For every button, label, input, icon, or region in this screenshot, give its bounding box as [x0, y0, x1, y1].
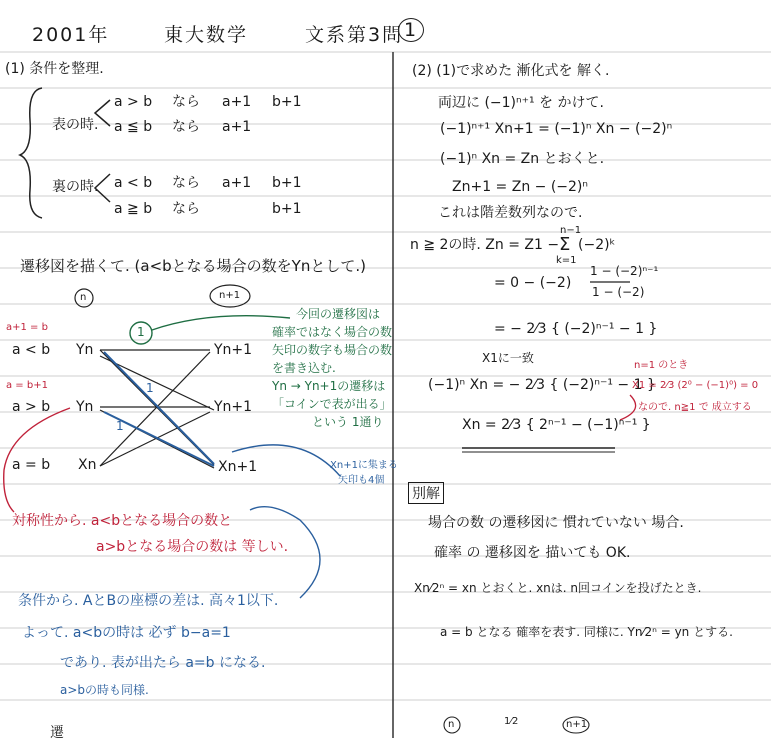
- alt-title: 別解: [408, 482, 444, 504]
- row-label-eq: a = b: [12, 457, 51, 473]
- red-side-2: X1 = 2⁄3 (2⁰ − (−1)⁰) = 0: [632, 380, 759, 391]
- step2-title: (2) (1)で求めた 漸化式を 解く.: [412, 63, 610, 79]
- sum-sigma: Σ: [559, 234, 571, 255]
- edge-weight-2: 1: [146, 381, 154, 395]
- blue-para-1: 条件から. AとBの座標の差は. 高々1以下.: [18, 593, 279, 609]
- blue-note-1: Xn+1に集まる: [330, 460, 398, 471]
- edge-weight-3: 1: [116, 419, 124, 433]
- green-note-4: を書き込む.: [272, 361, 336, 375]
- frac-den: 1 − (−2): [592, 285, 645, 299]
- eq-res1: = − 2⁄3 { (−2)ⁿ⁻¹ − 1 }: [494, 321, 658, 337]
- bottom-node-n: n: [448, 719, 455, 730]
- frac-num: 1 − (−2)ⁿ⁻¹: [590, 264, 659, 278]
- right-var-3: Xn+1: [218, 459, 258, 475]
- eq-line-3: (−1)ⁿ Xn = Zn とおくと.: [440, 151, 605, 167]
- step1-title: (1) 条件を整理.: [5, 61, 104, 77]
- eq-line-2: (−1)ⁿ⁺¹ Xn+1 = (−1)ⁿ Xn − (−2)ⁿ: [440, 121, 673, 137]
- green-note-7: という 1通り: [312, 415, 384, 429]
- sum-top: n−1: [560, 225, 582, 236]
- row-label-gt: a > b: [12, 399, 51, 415]
- case-row-2-cond: a ≦ b: [114, 119, 153, 135]
- case-head-tails: 裏の時.: [52, 179, 99, 195]
- case-head-heads: 表の時.: [52, 117, 99, 133]
- case-row-2-a: a+1: [222, 119, 252, 135]
- blue-para-4: a>bの時も同様.: [60, 683, 149, 697]
- eq-line-4: Zn+1 = Zn − (−2)ⁿ: [452, 179, 588, 195]
- green-note-2: 確率ではなく場合の数: [272, 325, 393, 339]
- eq-final: Xn = 2⁄3 { 2ⁿ⁻¹ − (−1)ⁿ⁻¹ }: [462, 417, 651, 433]
- eq-line-5: これは階差数列なので.: [438, 205, 583, 221]
- case-row-4-cond: a ≧ b: [114, 201, 153, 217]
- bottom-node-n1: n+1: [566, 719, 588, 730]
- header-part: 1: [398, 18, 424, 42]
- frac-line-prefix: = 0 − (−2): [494, 275, 572, 291]
- red-note-2: a>bとなる場合の数は 等しい.: [96, 539, 289, 555]
- case-row-1-word: なら: [172, 94, 200, 110]
- row-note-1: a+1 = b: [6, 322, 48, 333]
- case-row-3-b: b+1: [272, 175, 302, 191]
- case-row-3-cond: a < b: [114, 175, 153, 191]
- alt-line-3: Xn⁄2ⁿ = xn とおくと. xnは. n回コインを投げたとき.: [414, 581, 702, 595]
- left-var-3: Xn: [78, 457, 97, 473]
- xn1-note: X1に一致: [482, 351, 534, 365]
- header-problem: 文系第3問: [305, 24, 404, 46]
- blue-note-2: 矢印も4個: [338, 475, 385, 486]
- diagram-intro: 遷移図を描くて. (a<bとなる場合の数をYnとして.): [20, 257, 366, 275]
- case-row-2-word: なら: [172, 119, 200, 135]
- green-note-1: 今回の遷移図は: [296, 307, 381, 321]
- left-var-2: Yn: [76, 399, 94, 415]
- header-year: 2001年: [32, 24, 110, 46]
- case-brace: [20, 88, 42, 218]
- case-row-4-word: なら: [172, 201, 200, 217]
- red-side-3: なので. n≧1 で 成立する: [638, 402, 752, 413]
- sum-bottom: k=1: [556, 255, 577, 266]
- red-side-1: n=1 のとき: [634, 360, 689, 371]
- edge-weight-circled: 1: [137, 325, 145, 339]
- red-note-1: 対称性から. a<bとなる場合の数と: [12, 513, 233, 529]
- green-note-3: 矢印の数字も場合の数: [272, 343, 393, 357]
- bottom-node-half: 1⁄2: [504, 716, 519, 727]
- case-row-1-a: a+1: [222, 94, 252, 110]
- alt-line-2: 確率 の 遷移図を 描いても OK.: [434, 545, 631, 561]
- green-pointer: [152, 316, 290, 330]
- case-row-1-cond: a > b: [114, 94, 153, 110]
- green-note-5: Yn → Yn+1の遷移は: [272, 379, 386, 393]
- right-var-2: Yn+1: [214, 399, 253, 415]
- case-row-4-b: b+1: [272, 201, 302, 217]
- eq-res2: (−1)ⁿ Xn = − 2⁄3 { (−2)ⁿ⁻¹ − 1 }: [428, 377, 656, 393]
- green-note-6: 「コインで表が出る」: [272, 397, 392, 411]
- sum-term: (−2)ᵏ: [578, 237, 616, 253]
- left-var-1: Yn: [76, 342, 94, 358]
- eq-line-1: 両辺に (−1)ⁿ⁺¹ を かけて.: [438, 95, 604, 111]
- row-note-2: a = b+1: [6, 380, 48, 391]
- transition-edges: [100, 350, 214, 468]
- blue-para-2: よって. a<bの時は 必ず b−a=1: [22, 625, 231, 641]
- alt-line-4: a = b となる 確率を表す. 同様に. Yn⁄2ⁿ = yn とする.: [440, 625, 733, 639]
- node-n-label: n: [80, 292, 87, 303]
- sum-lhs: n ≧ 2の時. Zn = Z1 −: [410, 237, 560, 253]
- header-school: 東大数学: [164, 24, 249, 46]
- case-row-1-b: b+1: [272, 94, 302, 110]
- row-label-lt: a < b: [12, 342, 51, 358]
- right-var-1: Yn+1: [214, 342, 253, 358]
- bottom-cut-text: 遷: [50, 725, 64, 741]
- node-n1-label: n+1: [219, 290, 241, 301]
- case-row-3-a: a+1: [222, 175, 252, 191]
- alt-line-1: 場合の数 の遷移図に 慣れていない 場合.: [428, 515, 684, 531]
- blue-para-3: であり. 表が出たら a=b になる.: [60, 655, 266, 671]
- case-row-3-word: なら: [172, 175, 200, 191]
